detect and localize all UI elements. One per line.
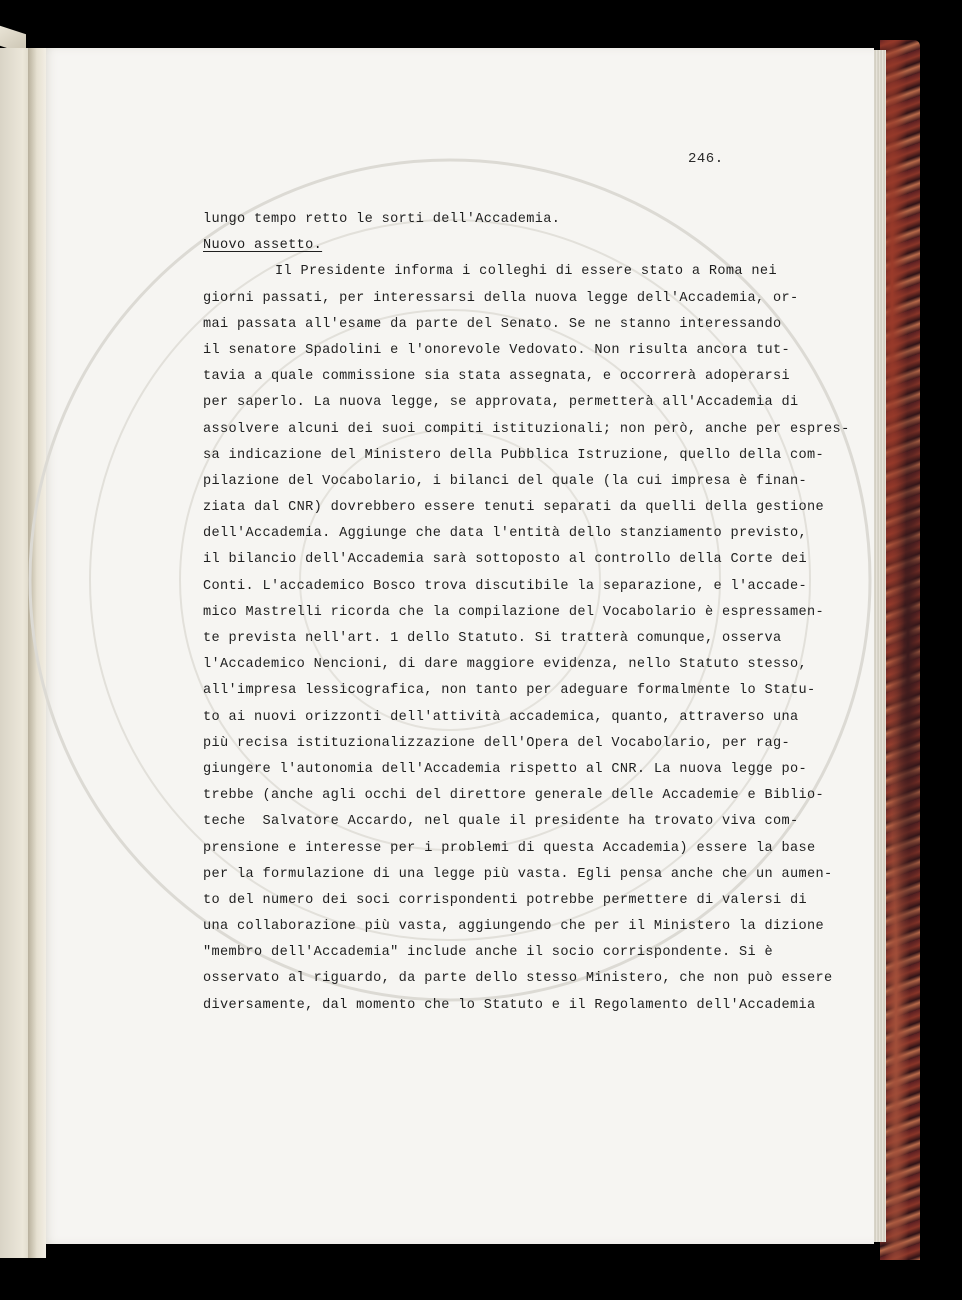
paragraph-line: per saperlo. La nuova legge, se approvata, permetterà all'Accademia di: [203, 395, 799, 411]
paragraph-line: il bilancio dell'Accademia sarà sottoposto al controllo della Corte dei: [203, 552, 808, 568]
paragraph-line: per la formulazione di una legge più vasta. Egli pensa anche che un aumen-: [203, 866, 833, 882]
paragraph-line: all'impresa lessicografica, non tanto per adeguare formalmente lo Statu-: [203, 683, 816, 699]
paragraph-line: te prevista nell'art. 1 dello Statuto. Si tratterà comunque, osserva: [203, 631, 782, 646]
paragraph-line: tavia a quale commissione sia stata assegnata, e occorrerà adoperarsi: [203, 369, 791, 385]
paragraph-line: teche Salvatore Accardo, nel quale il presidente ha trovato viva com-: [203, 814, 799, 830]
marbled-cover: [880, 40, 920, 1260]
paragraph-line: una collaborazione più vasta, aggiungendo che per il Ministero la dizione: [203, 919, 825, 935]
intro-line: lungo tempo retto le sorti dell'Accademia.: [203, 212, 561, 227]
paragraph-line: l'Accademico Nencioni, di dare maggiore evidenza, nello Statuto stesso,: [203, 657, 808, 673]
paragraph-line: to ai nuovi orizzonti dell'attività accademica, quanto, attraverso una: [203, 709, 799, 725]
paragraph-line: mico Mastrelli ricorda che la compilazione del Vocabolario è espressamen-: [203, 604, 825, 620]
paragraph-line: "membro dell'Accademia" include anche il socio corrispondente. Si è: [203, 945, 774, 961]
book-gutter: [28, 48, 46, 1258]
paragraph-line: ziata dal CNR) dovrebbero essere tenuti separati da quelli della gestione: [203, 500, 825, 516]
paragraph-line: Il Presidente informa i colleghi di essere stato a Roma nei: [275, 264, 777, 280]
paragraph-line: Conti. L'accademico Bosco trova discutibile la separazione, e l'accade-: [203, 578, 808, 594]
paragraph-line: giorni passati, per interessarsi della nuova legge dell'Accademia, or-: [203, 290, 799, 306]
paragraph-line: trebbe (anche agli occhi del direttore generale delle Accademie e Biblio-: [203, 788, 825, 804]
paragraph-line: osservato al riguardo, da parte dello stesso Ministero, che non può essere: [203, 971, 833, 987]
section-heading: Nuovo assetto.: [203, 238, 323, 254]
paragraph-line: il senatore Spadolini e l'onorevole Vedovato. Non risulta ancora tut-: [203, 342, 791, 358]
paragraph-line: più recisa istituzionalizzazione dell'Opera del Vocabolario, per rag-: [203, 735, 791, 751]
paragraph-line: pilazione del Vocabolario, i bilanci del quale (la cui impresa è finan-: [203, 473, 808, 489]
typed-text: [203, 207, 850, 1019]
paragraph-line: mai passata all'esame da parte del Senato. Se ne stanno interessando: [203, 316, 782, 332]
paragraph-line: assolvere alcuni dei suoi compiti istituzionali; non però, anche per espres-: [203, 421, 850, 437]
paragraph-line: giungere l'autonomia dell'Accademia rispetto al CNR. La nuova legge po-: [203, 761, 808, 777]
paragraph-line: prensione e interesse per i problemi di questa Accademia) essere la base: [203, 840, 816, 856]
paragraph-line: to del numero dei soci corrispondenti potrebbe permettere di valersi di: [203, 892, 808, 908]
page-number: 246.: [688, 151, 724, 167]
paragraph-line: sa indicazione del Ministero della Pubblica Istruzione, quello della com-: [203, 447, 825, 463]
paragraph-line: diversamente, dal momento che lo Statuto e il Regolamento dell'Accademia: [203, 997, 816, 1013]
paragraph-line: dell'Accademia. Aggiunge che data l'entità dello stanziamento previsto,: [203, 526, 808, 542]
